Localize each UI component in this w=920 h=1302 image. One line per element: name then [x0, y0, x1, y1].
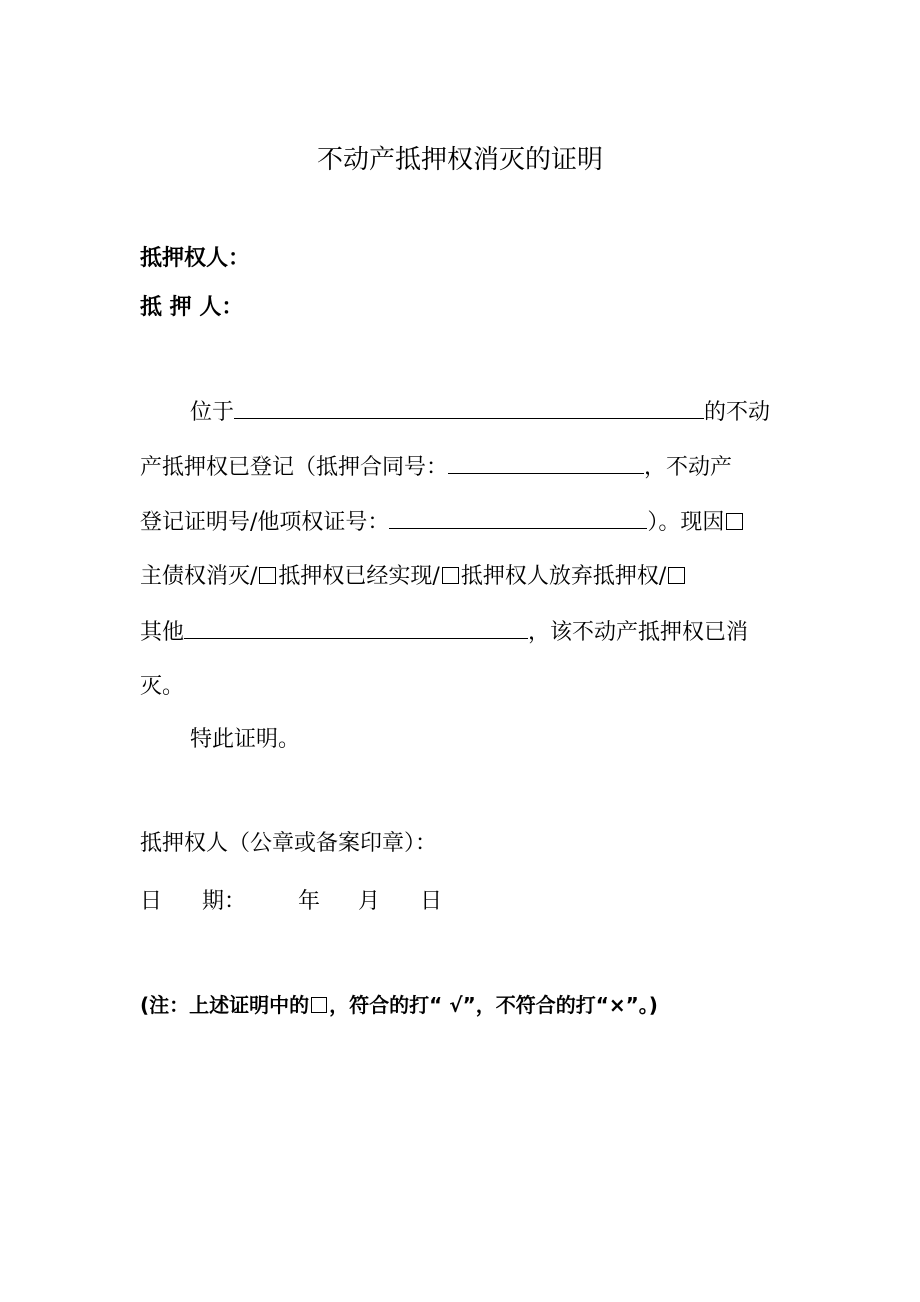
other-reason-blank[interactable]: [184, 616, 528, 639]
contract-suffix: ，不动产: [644, 455, 733, 480]
signature-label: 抵押权人（公章或备案印章）：: [140, 831, 438, 856]
body-line-4: [140, 561, 687, 593]
date-month: 月: [358, 889, 381, 914]
location-prefix: 位于: [190, 400, 235, 425]
body-line-2: [140, 451, 732, 484]
cert-number-prefix: 登记证明号/他项权证号：: [140, 510, 390, 535]
conclusion-text: ，该不动产抵押权已消: [528, 620, 749, 645]
body-line-3: [140, 506, 745, 539]
contract-prefix: 产抵押权已登记（抵押合同号：: [140, 455, 449, 480]
option-mortgage-realized: 抵押权已经实现/: [278, 564, 440, 589]
mortgagor-label: 抵 押 人：: [140, 295, 244, 320]
note: [140, 990, 658, 1020]
location-blank[interactable]: [234, 396, 704, 419]
document-title: 不动产抵押权消灭的证明: [316, 145, 603, 175]
note-checkbox-icon: [311, 997, 327, 1013]
date-label-qi: 期：: [202, 889, 247, 914]
location-suffix: 的不动: [704, 400, 771, 425]
date-day: 日: [420, 889, 443, 914]
cert-number-blank[interactable]: [389, 506, 647, 529]
date-label-ri: 日: [140, 889, 163, 914]
option-mortgagee-waived: 抵押权人放弃抵押权/: [460, 564, 667, 589]
checkbox-mortgage-realized[interactable]: [259, 567, 276, 584]
cert-number-suffix: ）。现因: [647, 510, 725, 535]
option-debt-extinguished: 主债权消灭/: [140, 564, 258, 589]
certify-text: 特此证明。: [190, 727, 301, 752]
body-line-6: 灭。: [140, 674, 185, 699]
body-line-5: [140, 616, 748, 649]
option-other: 其他: [140, 620, 185, 645]
checkbox-debt-extinguished[interactable]: [726, 513, 743, 530]
date-year: 年: [298, 889, 321, 914]
note-suffix: ，符合的打“ √”，不符合的打“×”。): [329, 993, 658, 1017]
checkbox-mortgagee-waived[interactable]: [442, 567, 459, 584]
date-line: [140, 886, 442, 918]
mortgagee-label: 抵押权人：: [140, 246, 251, 271]
body-line-1: [190, 396, 770, 429]
checkbox-other[interactable]: [668, 567, 685, 584]
note-prefix: (注：上述证明中的: [140, 993, 310, 1017]
contract-number-blank[interactable]: [448, 451, 644, 474]
